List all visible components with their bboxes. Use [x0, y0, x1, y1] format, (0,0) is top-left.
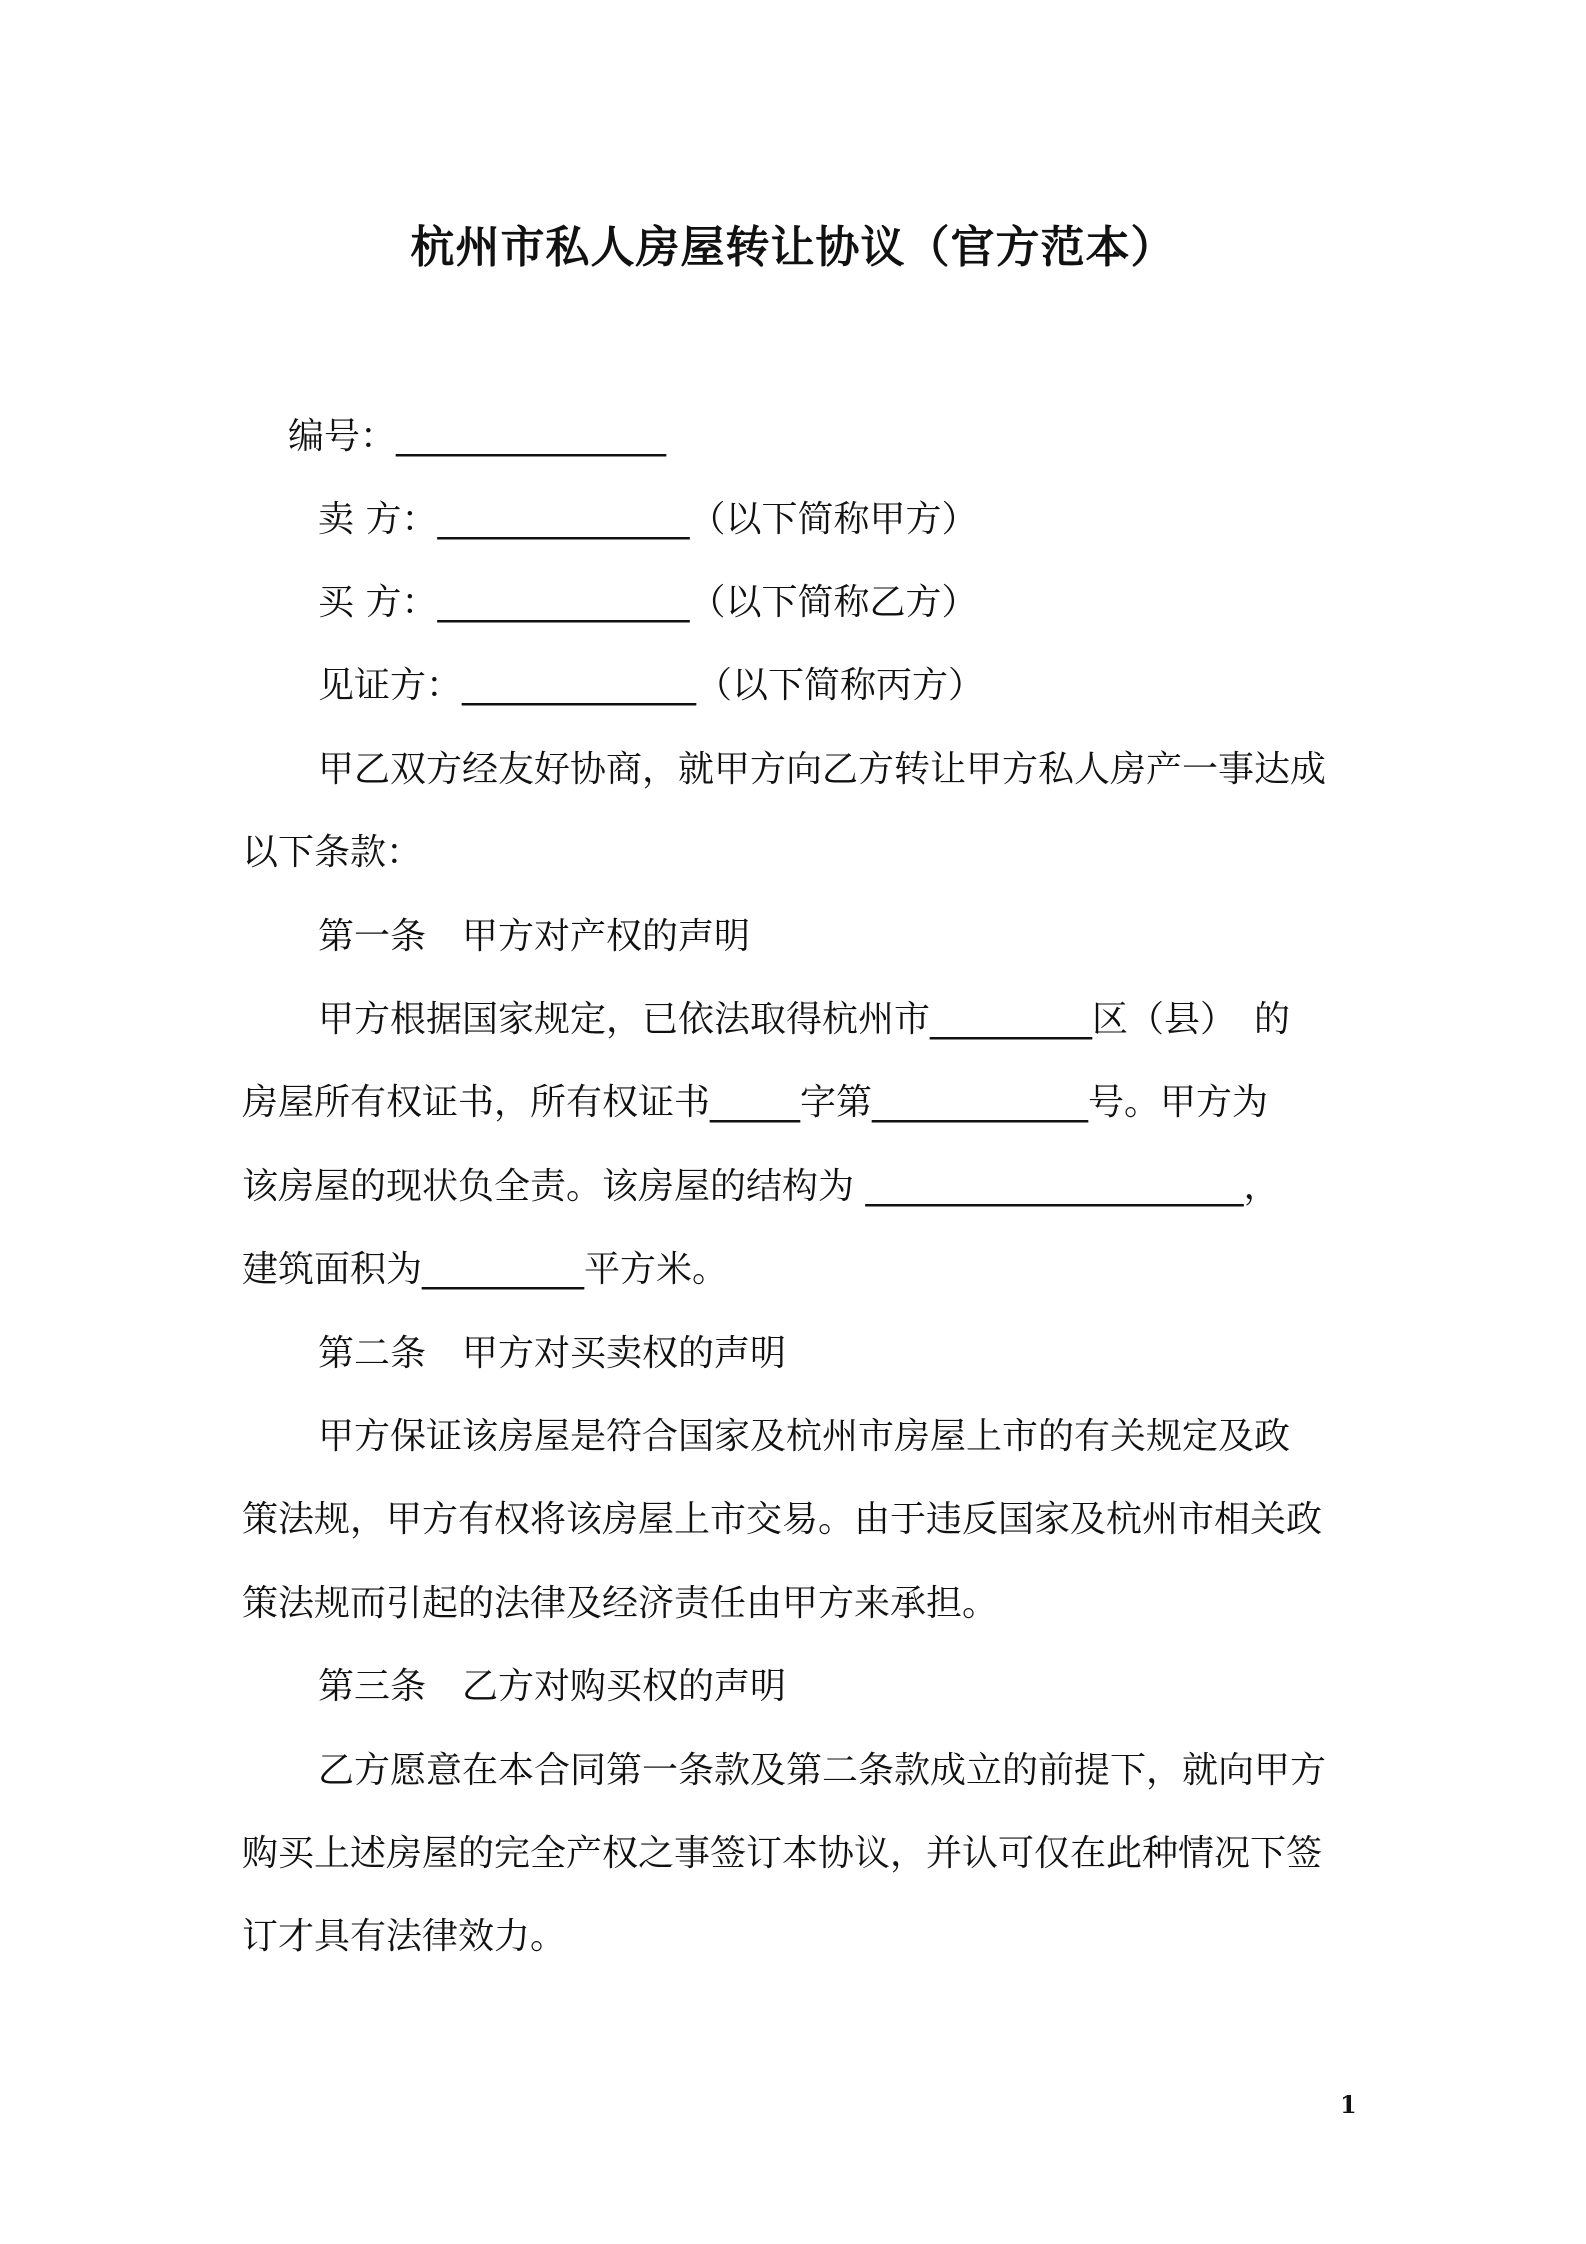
preamble-line-1: 甲乙双方经友好协商，就甲方向乙方转让甲方私人房产一事达成	[318, 749, 1327, 790]
article-3-heading: 第三条 乙方对购买权的声明	[318, 1666, 787, 1707]
article-1-line-1: 甲方根据国家规定，已依法取得杭州市_________区（县） 的	[318, 999, 1291, 1040]
article-1-line-2: 房屋所有权证书，所有权证书_____字第____________号。甲方为	[242, 1082, 1269, 1123]
document-title: 杭州市私人房屋转让协议（官方范本）	[410, 222, 1176, 273]
article-2-line-3: 策法规而引起的法律及经济责任由甲方来承担。	[242, 1583, 999, 1624]
contract-number-line: 编号：_______________	[288, 416, 667, 457]
article-3-line-1: 乙方愿意在本合同第一条款及第二条款成立的前提下，就向甲方	[318, 1750, 1327, 1791]
article-3-line-3: 订才具有法律效力。	[242, 1916, 567, 1957]
article-2-line-1: 甲方保证该房屋是符合国家及杭州市房屋上市的有关规定及政	[318, 1416, 1291, 1457]
article-2-heading: 第二条 甲方对买卖权的声明	[318, 1333, 787, 1374]
article-1-line-4: 建筑面积为_________平方米。	[242, 1249, 729, 1290]
article-3-line-2: 购买上述房屋的完全产权之事签订本协议，并认可仅在此种情况下签	[242, 1833, 1323, 1874]
article-1-line-3: 该房屋的现状负全责。该房屋的结构为 _____________________，	[242, 1166, 1280, 1207]
article-2-line-2: 策法规，甲方有权将该房屋上市交易。由于违反国家及杭州市相关政	[242, 1499, 1323, 1540]
buyer-line: 买 方：______________（以下简称乙方）	[318, 582, 978, 623]
witness-line: 见证方：_____________（以下简称丙方）	[318, 665, 985, 706]
article-1-heading: 第一条 甲方对产权的声明	[318, 916, 751, 957]
preamble-line-2: 以下条款：	[242, 832, 423, 873]
seller-line: 卖 方：______________（以下简称甲方）	[318, 499, 978, 540]
page-number: 1	[1340, 2090, 1357, 2119]
